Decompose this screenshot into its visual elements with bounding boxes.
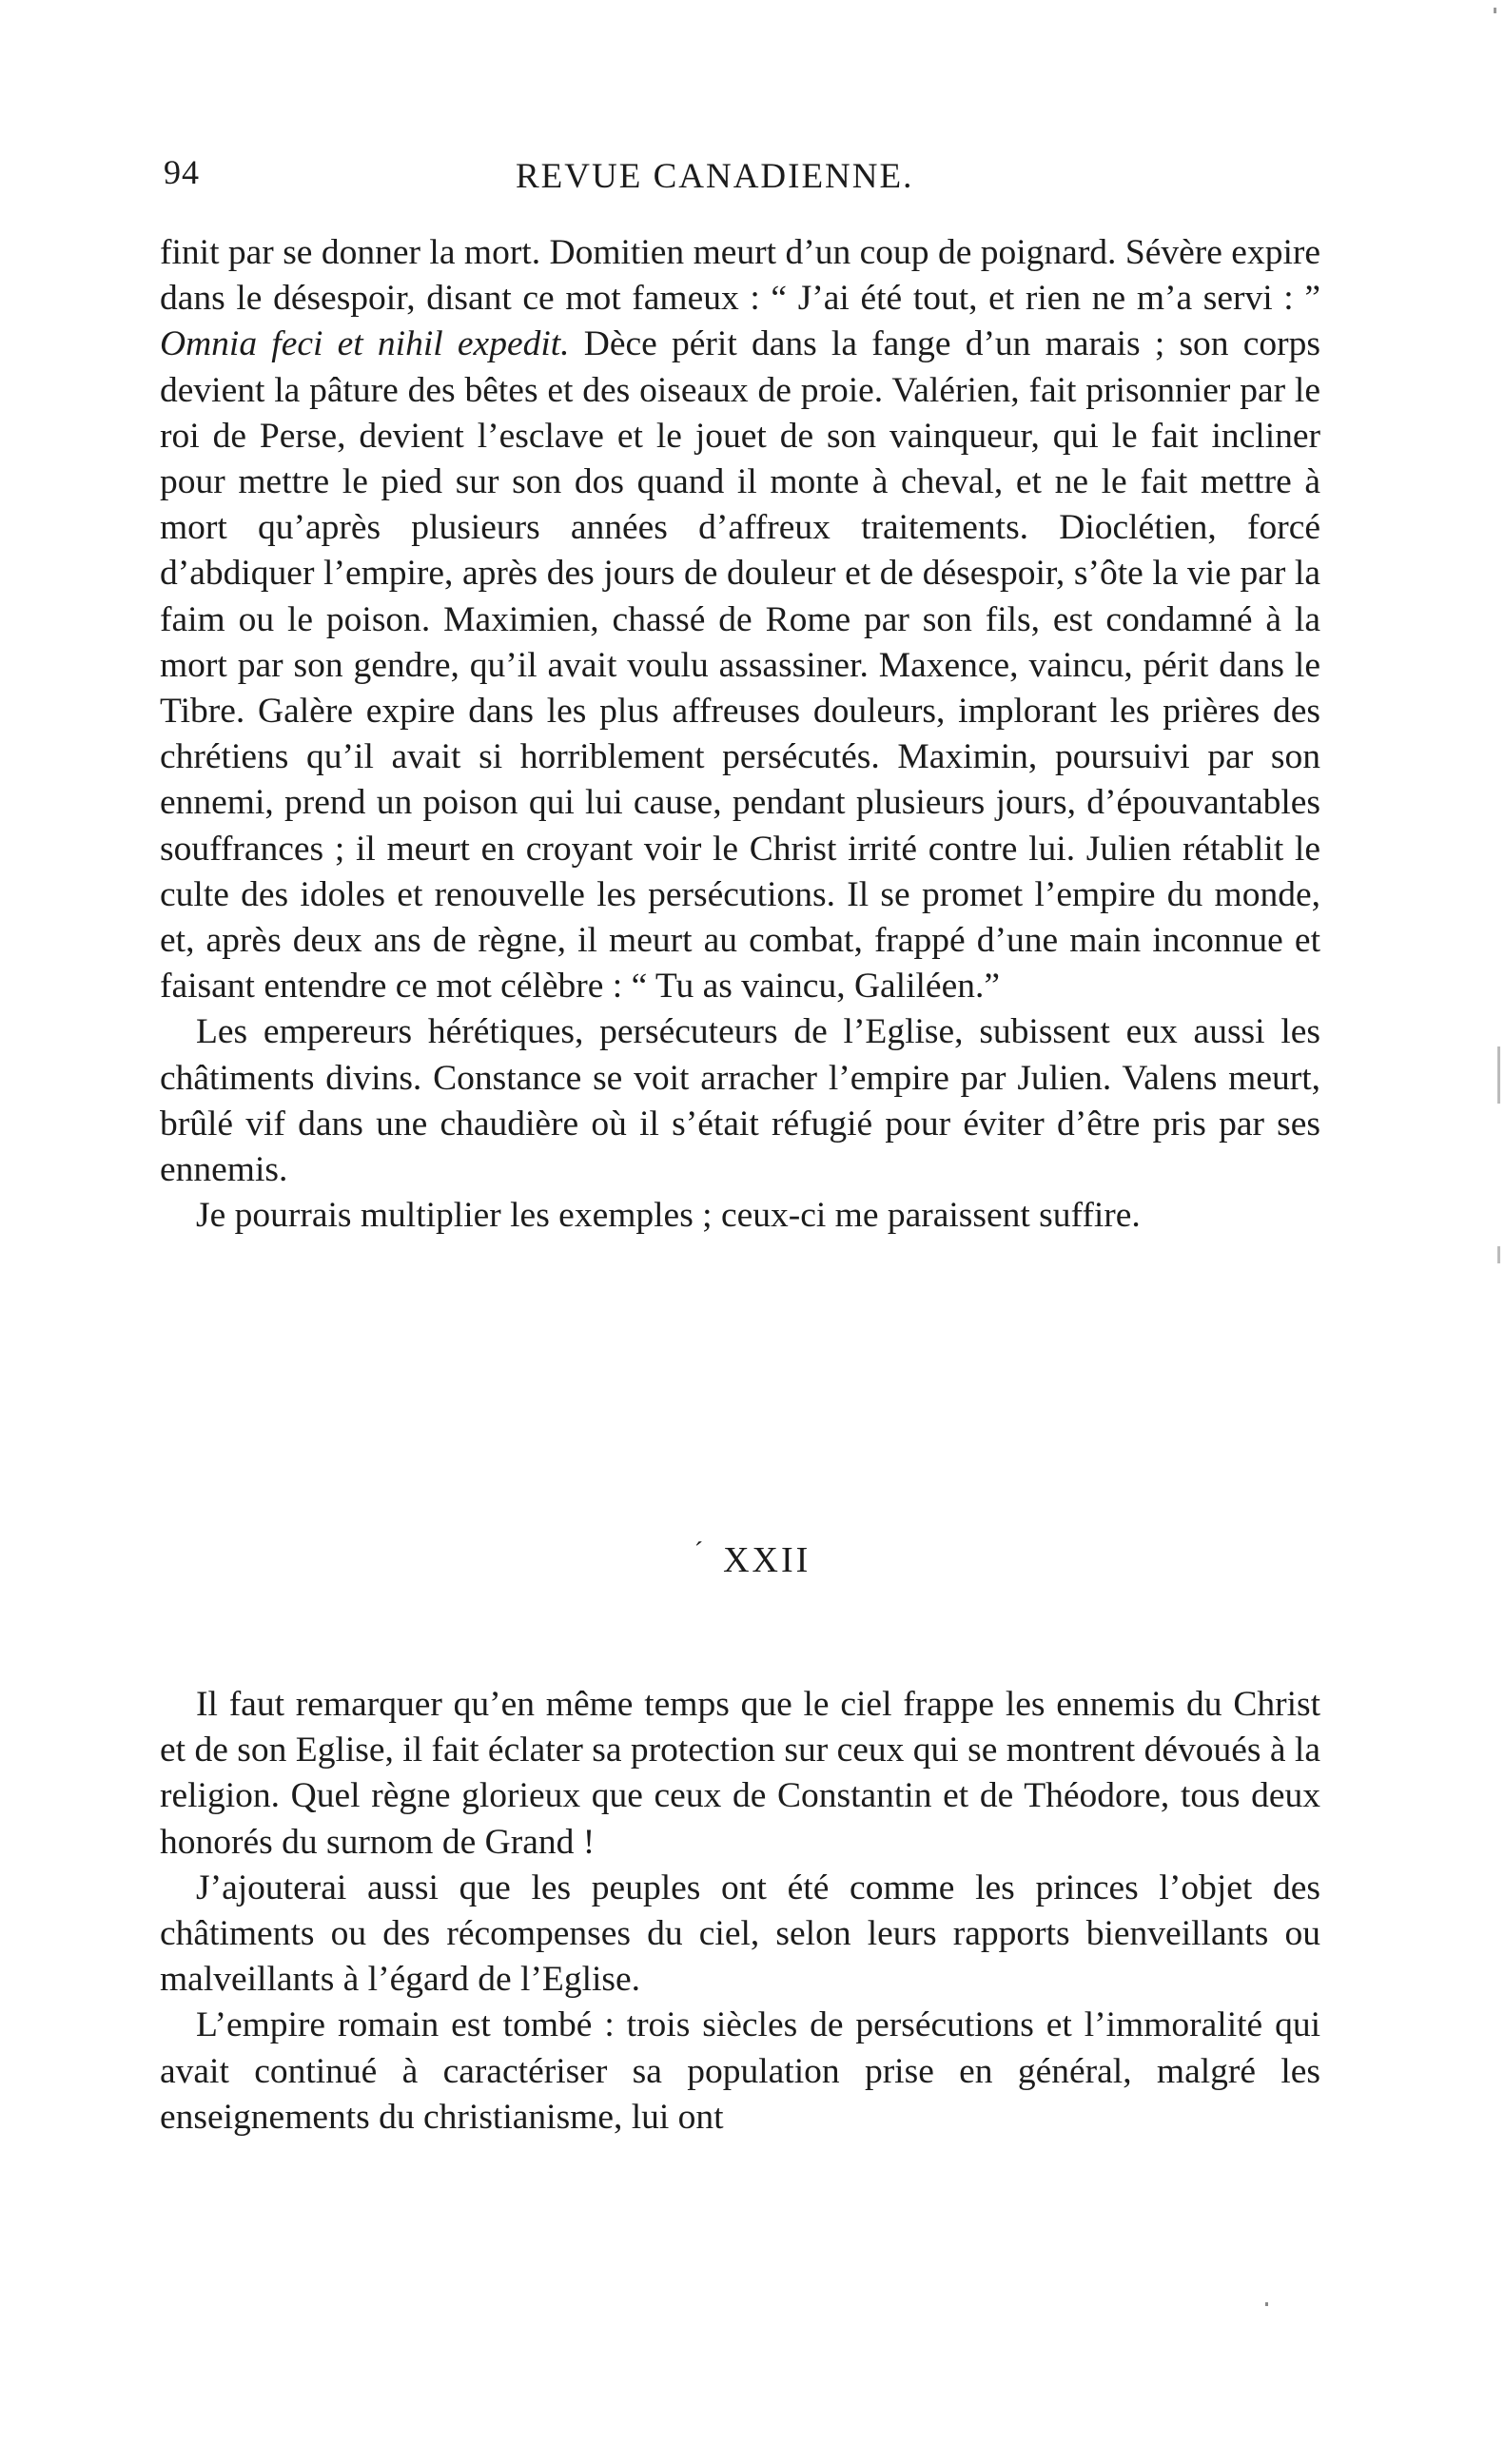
paragraph-persecutors-fate (160, 230, 1320, 1009)
paragraph-text-before: finit par se donner la mort. Domitien meurt d’un coup de poignard. Sévère expire dans le désespoir, disant ce mot fameux : “ J’ai été tout, et rien ne m’a servi : ” (160, 233, 1320, 319)
running-title: REVUE CANADIENNE. (516, 157, 914, 196)
scan-speck (1494, 8, 1496, 13)
paragraph-heretic-emperors: Les empereurs hérétiques, persécuteurs de l’Eglise, subissent eux aussi les châtiments divins. Constance se voit arracher l’empire par Julien. Valens meurt, brûlé vif dans une chaudière où il s’était réfugié pour éviter d’être pris par ses ennemis. (160, 1012, 1320, 1190)
heading-mark: ´ (694, 1537, 707, 1567)
section-xxii-body (160, 1682, 1320, 2141)
latin-quote: Omnia feci et nihil expedit. (160, 324, 570, 364)
paragraph-roman-empire: L’empire romain est tombé : trois siècles de persécutions et l’immoralité qui avait continué à caractériser sa population prise en général, malgré les enseignements du christianisme, lui ont (160, 2005, 1320, 2137)
scan-speck (1497, 1046, 1500, 1104)
paragraph-examples: Je pourrais multiplier les exemples ; ceux-ci me paraissent suffire. (196, 1196, 1141, 1236)
paragraph-peoples-punished: J’ajouterai aussi que les peuples ont été comme les princes l’objet des châtiments ou des récompenses du ciel, selon leurs rapports bienveillants ou malveillants à l’égard de l’Eglise. (160, 1868, 1320, 2000)
section-heading-xxii (0, 1539, 1505, 1581)
paragraph-text-after: Dèce périt dans la fange d’un marais ; son corps devient la pâture des bêtes et des oiseaux de proie. Valérien, fait prisonnier par le roi de Perse, devient l’esclave et le jouet de son vainqueur, qui le fait incliner pour mettre le pied sur son dos quand il monte à cheval, et ne le fait mettre à mort qu’après plusieurs années d’affreux traitements. Dioclétien, forcé d’abdiquer l’empire, après des jours de douleur et de désespoir, s’ôte la vie par la faim ou le poison. Maximien, chassé de Rome par son fils, est condamné à la mort par son gendre, qu’il avait voulu assassiner. Maxence, vaincu, périt dans le Tibre. Galère expire dans les plus affreuses douleurs, implorant les prières des chrétiens qu’il avait si horriblement persécutés. Maximin, poursuivi par son ennemi, prend un poison qui lui cause, pendant plusieurs jours, d’épouvantables souffrances ; il meurt en croyant voir le Christ irrité contre lui. Julien rétablit le culte des idoles et renouvelle les persécutions. Il se promet l’empire du monde, et, après deux ans de règne, il meurt au combat, frappé d’une main inconnue et faisant entendre ce mot célèbre : “ Tu as vaincu, Galiléen.” (160, 324, 1321, 1007)
section-title: XXII (723, 1540, 811, 1580)
scan-speck (1497, 1246, 1500, 1263)
scan-speck (1265, 2302, 1268, 2306)
paragraph-divine-protection: Il faut remarquer qu’en même temps que le ciel frappe les ennemis du Christ et de son Eglise, il fait éclater sa protection sur ceux qui se montrent dévoués à la religion. Quel règne glorieux que ceux de Constantin et de Théodore, tous deux honorés du surnom de Grand ! (160, 1685, 1320, 1862)
section-xxi-continuation (160, 230, 1320, 1239)
page-number: 94 (164, 153, 200, 191)
page-header (164, 152, 1315, 209)
